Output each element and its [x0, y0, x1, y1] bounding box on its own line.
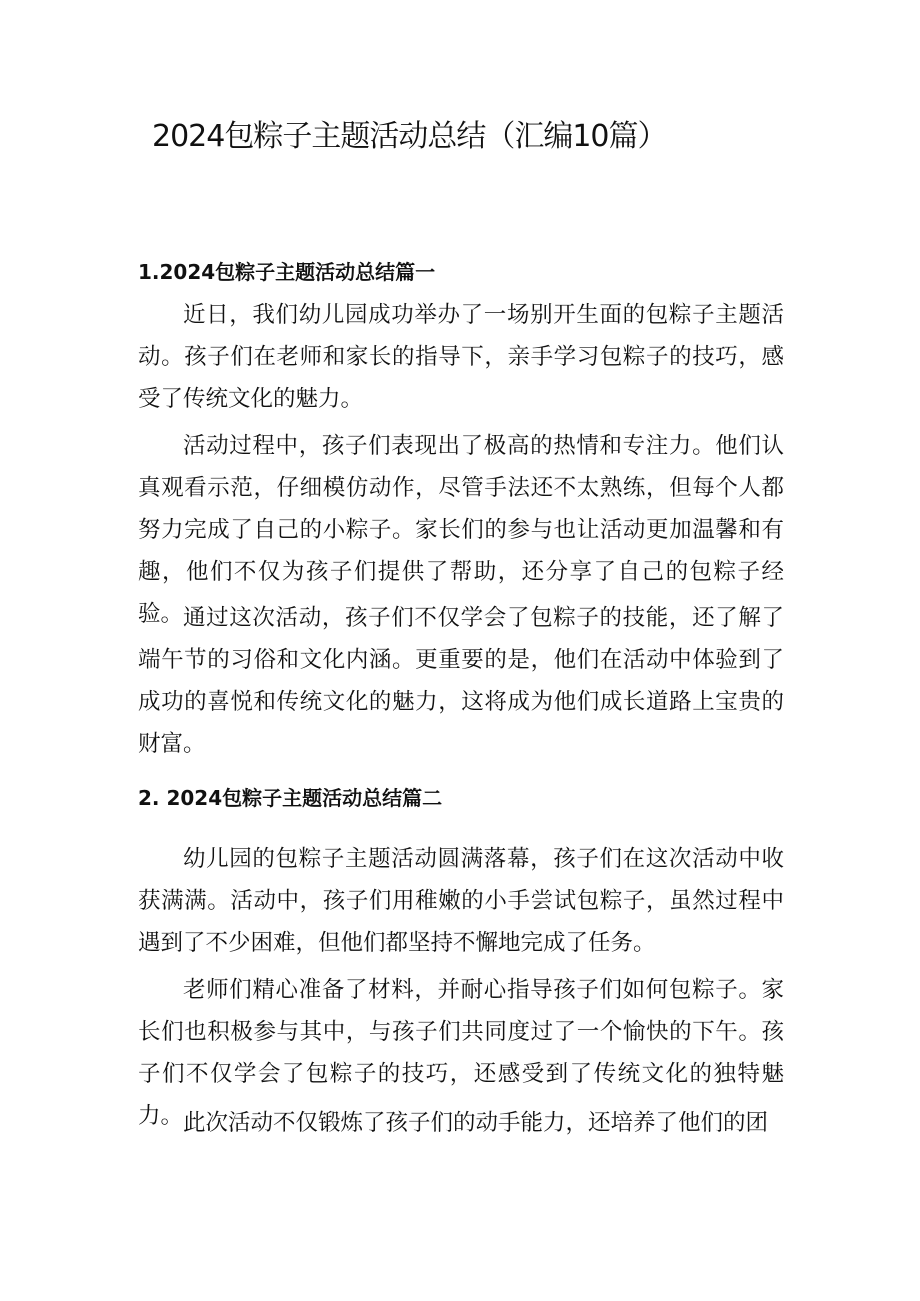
paragraph: 活动过程中，孩子们表现出了极高的热情和专注力。他们认真观看示范，仔细模仿动作，尽管手法还不太熟练，但每个人都努力完成了自己的小粽子。家长们的参与也让活动更加温馨和有趣，他们不仅为孩子们提供了帮助，还分享了自己的包粽子经验。 — [138, 433, 784, 627]
paragraph: 老师们精心准备了材料，并耐心指导孩子们如何包粽子。家长们也积极参与其中，与孩子们共同度过了一个愉快的下午。孩子们不仅学会了包粽子的技巧，还感受到了传统文化的独特魅力。 — [138, 977, 784, 1129]
paragraph: 此次活动不仅锻炼了孩子们的动手能力，还培养了他们的团 — [183, 1110, 769, 1136]
paragraph: 通过这次活动，孩子们不仅学会了包粽子的技能，还了解了端午节的习俗和文化内涵。更重要的是，他们在活动中体验到了成功的喜悦和传统文化的魅力，这将成为他们成长道路上宝贵的财富。 — [138, 605, 784, 757]
document-title: 2024包粽子主题活动总结（汇编10篇） — [152, 119, 667, 154]
paragraph: 幼儿园的包粽子主题活动圆满落幕，孩子们在这次活动中收获满满。活动中，孩子们用稚嫩的小手尝试包粽子，虽然过程中遇到了不少困难，但他们都坚持不懈地完成了任务。 — [138, 846, 784, 956]
paragraph: 近日，我们幼儿园成功举办了一场别开生面的包粽子主题活动。孩子们在老师和家长的指导下，亲手学习包粽子的技巧，感受了传统文化的魅力。 — [138, 302, 784, 412]
section-heading-1: 1.2024包粽子主题活动总结篇一 — [138, 260, 436, 284]
section-heading-2: 2. 2024包粽子主题活动总结篇二 — [138, 786, 443, 810]
